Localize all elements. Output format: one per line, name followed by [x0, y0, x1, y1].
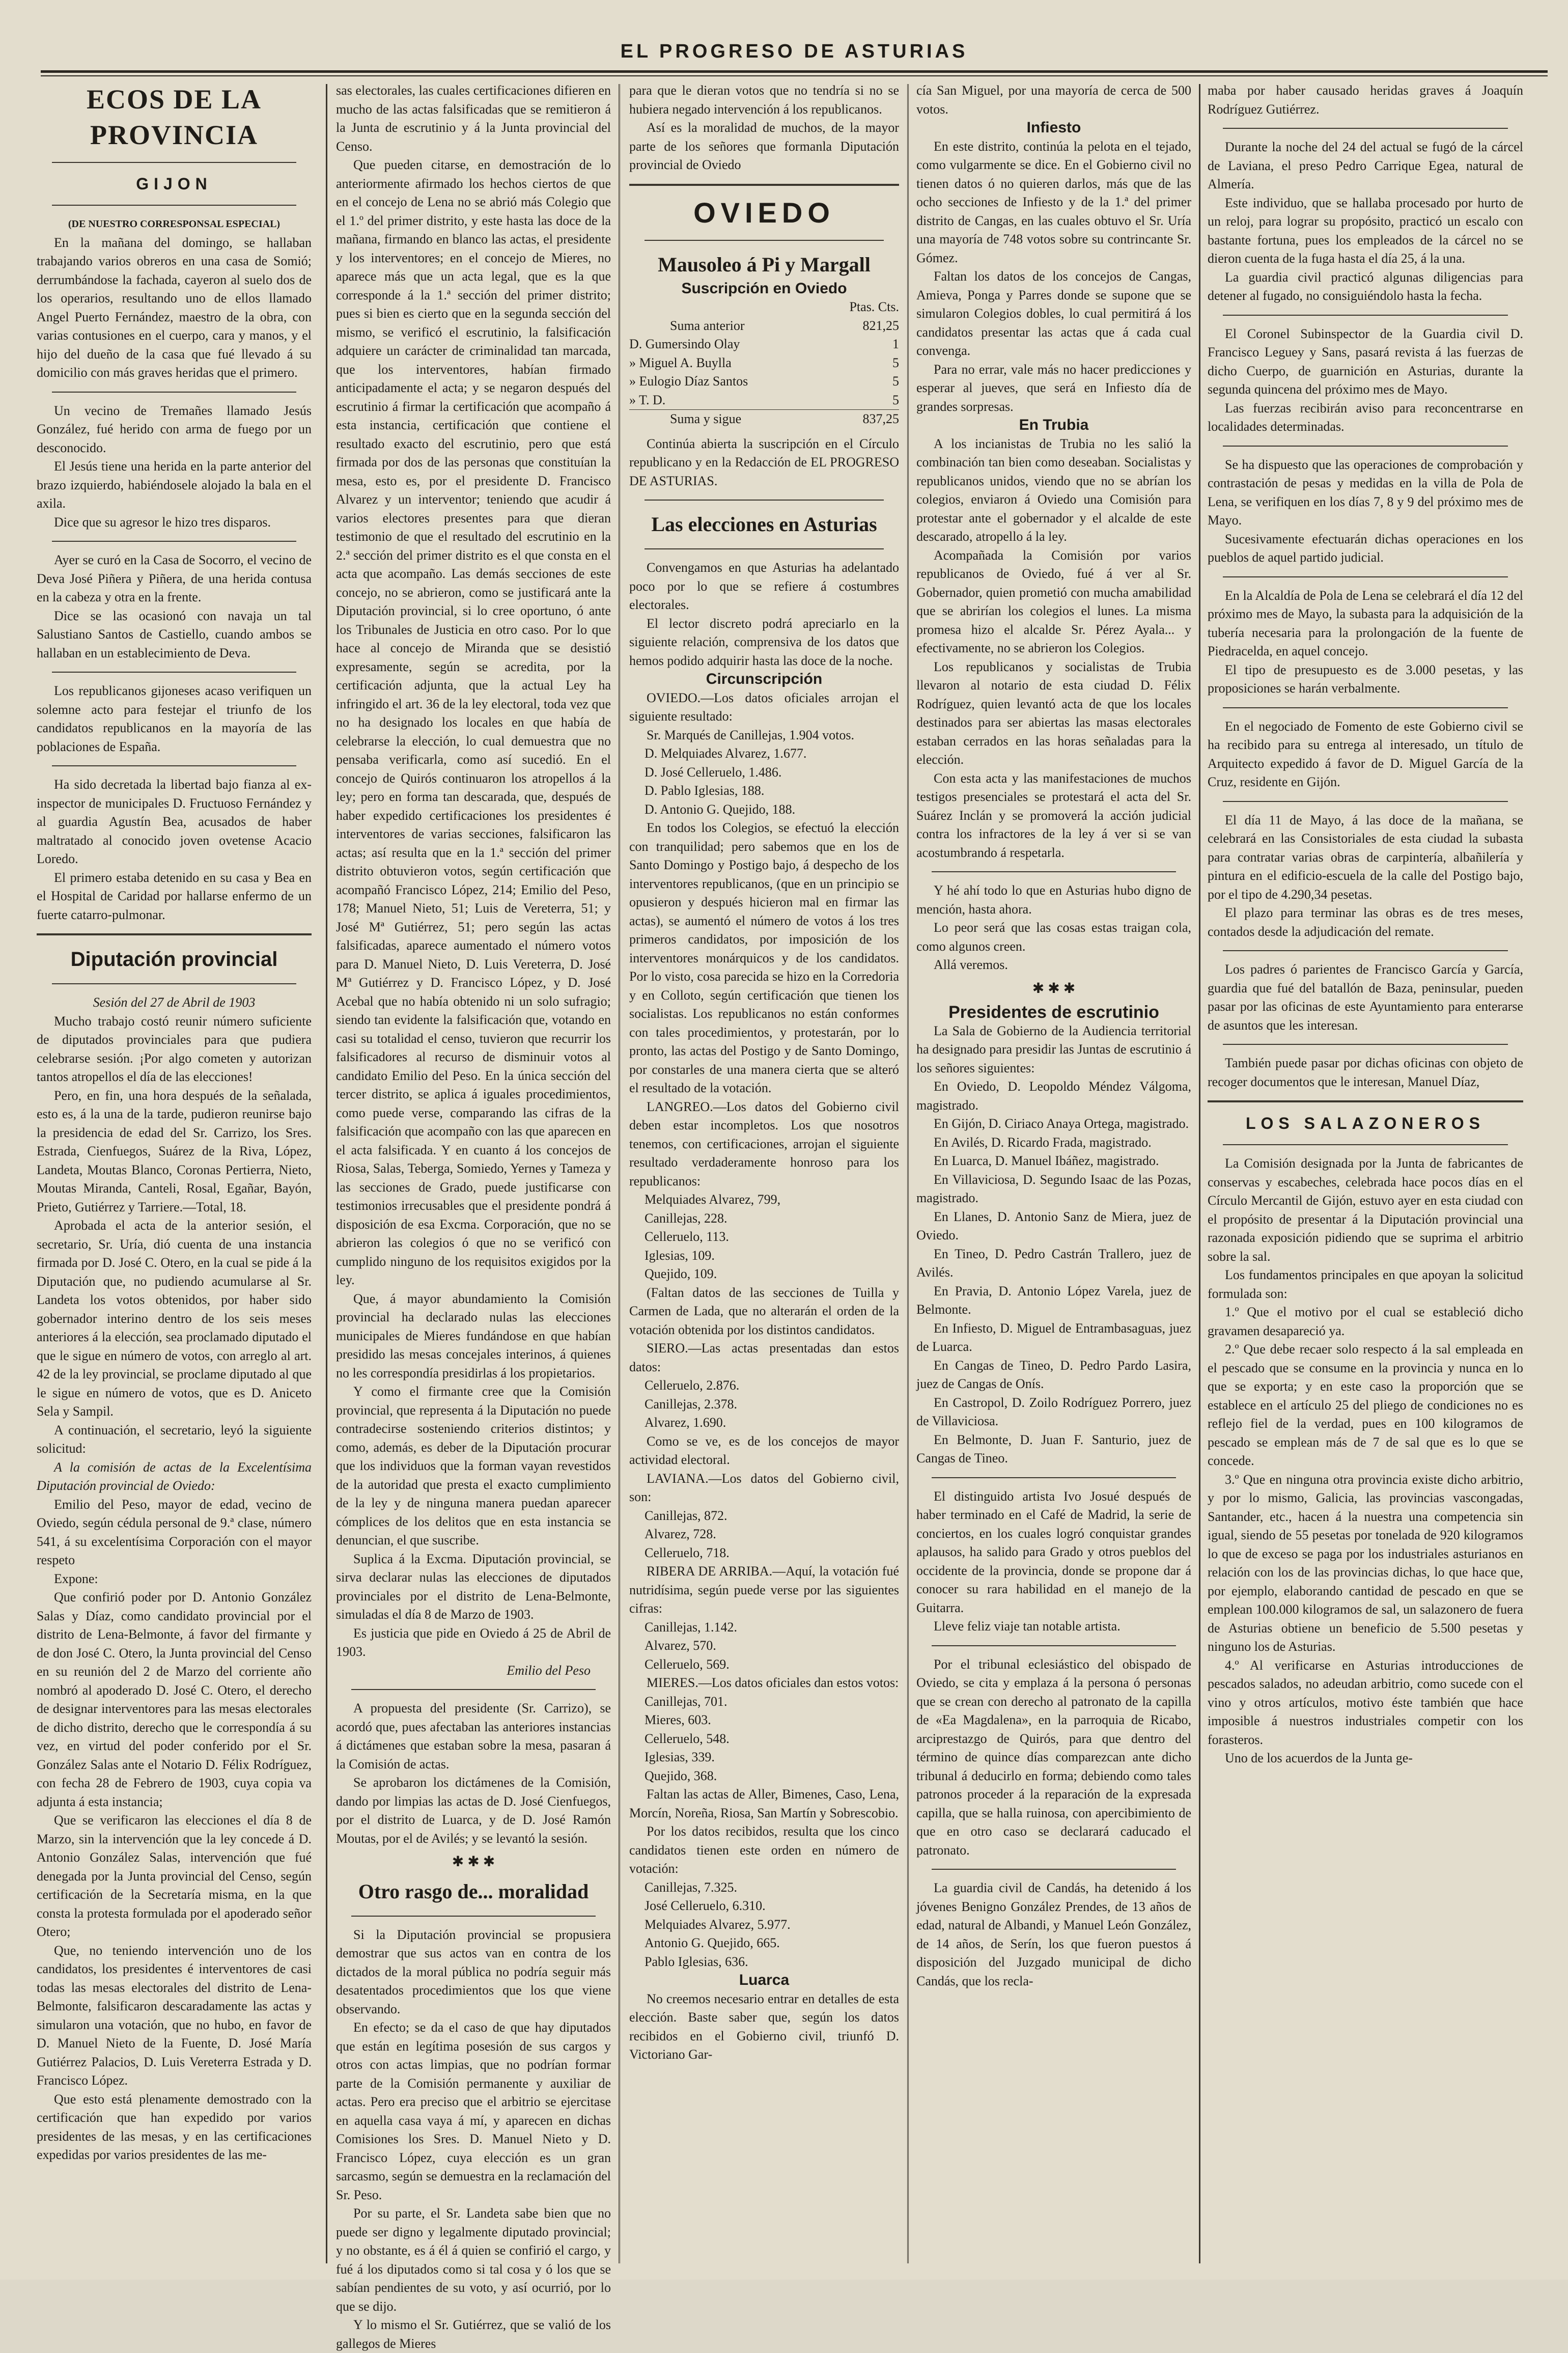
- vote-entry: Canillejas, 701.: [645, 1694, 727, 1709]
- article-paragraph: En todos los Colegios, se efectuó la elección con tranquilidad; pero sabemos que en los de Santo Domingo y Postigo bajo, á despecho de los interventores republicanos, (que en un principio se opusieron y después hicieron mal en firmar las actas), se aumentó el número de votos á los tres primeros candidatos, por imposición de los interventores monárquicos y de los candidatos. Por lo visto, cosa parecida se hizo en la Corredoria y en Colloto, según certificación que tienen los socialistas. Los republicanos no están conformes con tales procedimientos, y protestarán, por lo pronto, las actas del Postigo y de Santo Domingo, por constarles de una manera cierta que se alteró el resultado de la votación.: [629, 820, 899, 1095]
- divider: [52, 162, 296, 163]
- article-paragraph: En Castropol, D. Zoilo Rodríguez Porrero, juez de Villaviciosa.: [916, 1395, 1191, 1428]
- vote-list: [629, 1191, 899, 1284]
- donor-row: [629, 354, 899, 373]
- donor-amount: 5: [892, 374, 899, 389]
- article-paragraph: Que esto está plenamente demostrado con la certificación que han expedido por varios presidentes de las mesas, y en las certificaciones expedidas por varios presidentes de las me-: [37, 2091, 312, 2162]
- column-5: [1208, 81, 1523, 2266]
- divider: [1223, 576, 1508, 577]
- article-paragraph: A los incianistas de Trubia no les salió la combinación tan bien como deseaban. Socialistas y republicanos unidos, viendo que no se abrían los colegios, enviaron á Oviedo una Comisión para protestar ante el gobernador y el alcalde de este descarado, atropello á la ley.: [916, 436, 1191, 544]
- article-paragraph: En Belmonte, D. Juan F. Santurio, juez de Cangas de Tineo.: [916, 1432, 1191, 1465]
- article-paragraph: Dice que su agresor le hizo tres disparos.: [54, 514, 271, 530]
- vote-entry: Alvarez, 570.: [645, 1638, 716, 1653]
- vote-entry: Canillejas, 872.: [645, 1508, 727, 1523]
- vote-list: [629, 1376, 899, 1432]
- vote-entry: D. Melquiades Alvarez, 1.677.: [645, 746, 807, 761]
- article-paragraph: Se ha dispuesto que las operaciones de comprobación y contrastación de pesas y medidas en la villa de Pola de Lena, se verifiquen en los días 7, 8 y 9 del próximo mes de Mayo.: [1208, 457, 1523, 528]
- article-paragraph: En la Alcaldía de Pola de Lena se celebrará el día 12 del próximo mes de Mayo, la subasta para la adquisición de la tubería necesaria para la prolongación de la fuente de Piedracelda, en aquel concejo.: [1208, 588, 1523, 658]
- article-paragraph: No creemos necesario entrar en detalles de esta elección. Baste saber que, según los datos recibidos en el Gobierno civil, triunfó D. Victoriano Gar-: [629, 1991, 899, 2062]
- article-heading: Las elecciones en Asturias: [651, 513, 877, 536]
- article-paragraph: 2.º Que debe recaer solo respecto á la sal empleada en el pescado que se consume en la provincia y nunca en lo que se exporta; y en este caso la proporción que se establece en el artículo 25 del pliego de condiciones no es reflejo fiel de la verdad, pues en 100 kilogramos de pescado se emplean más de 7 de sal que es lo que se concede.: [1208, 1342, 1523, 1468]
- divider: [52, 765, 296, 766]
- vote-list: [629, 1878, 899, 1972]
- article-paragraph: En Oviedo, D. Leopoldo Méndez Válgoma, magistrado.: [916, 1079, 1191, 1113]
- divider: [1223, 801, 1508, 802]
- article-paragraph: para que le dieran votos que no tendría si no se hubiera negado intervención á los republicanos.: [629, 83, 899, 117]
- article-heading: Mausoleo á Pi y Margall: [658, 253, 871, 276]
- masthead: EL PROGRESO DE ASTURIAS: [620, 41, 968, 62]
- article-paragraph: Durante la noche del 24 del actual se fugó de la cárcel de Laviana, el preso Pedro Carrique Egea, natural de Almería.: [1208, 140, 1523, 191]
- vote-entry: D. Antonio G. Quejido, 188.: [645, 801, 796, 817]
- donor-list: [629, 335, 899, 409]
- divider: [52, 983, 296, 984]
- column-divider: [1199, 84, 1200, 2263]
- article-paragraph: Con esta acta y las manifestaciones de muchos testigos presenciales se protestará el acta del Sr. Suárez Inclán y se promoverá la acción judicial contra los infractores de la ley á ver si se van acostumbrando á respetarla.: [916, 770, 1191, 860]
- signature: Emilio del Peso: [507, 1663, 591, 1678]
- column-divider: [619, 84, 623, 2263]
- column-2: [336, 81, 611, 2351]
- article-paragraph: El primero estaba detenido en su casa y Bea en el Hospital de Caridad por hallarse enfermo de un fuerte catarro-pulmonar.: [37, 870, 312, 922]
- column-divider: [907, 84, 912, 2263]
- article-paragraph: Los republicanos y socialistas de Trubia llevaron al notario de esta ciudad D. Félix Rodríguez, quien levantó acta de que los locales destinados para ser abiertas las masas electorales estaban cerrados en las horas señaladas para la elección.: [916, 659, 1191, 767]
- article-paragraph: En la mañana del domingo, se hallaban trabajando varios obreros en una casa de Somió; derrumbándose la fachada, cayeron al suelo dos de los operarios, resultando uno de ellos llamado Angel Puerto Fernández, maestro de la obra, con varias contusiones en el cuerpo, cara y manos, y el hijo del dueño de la casa que fué llevado á su domicilio con más graves heridas que el primero.: [37, 235, 312, 380]
- article-paragraph: La Sala de Gobierno de la Audiencia territorial ha designado para presidir las Juntas de escrutinio á los señores siguientes:: [916, 1023, 1191, 1075]
- donor-row: [629, 372, 899, 391]
- divider: [1223, 1044, 1508, 1045]
- vote-entry: Alvarez, 1.690.: [645, 1415, 726, 1430]
- vote-entry: Melquiades Alvarez, 5.977.: [645, 1917, 791, 1932]
- divider: [932, 871, 1176, 872]
- section-title: ECOS DE LA PROVINCIA: [86, 84, 262, 150]
- article-paragraph: 4.º Al verificarse en Asturias introducciones de pescados salados, no adeudan arbitrio, como sucede con el vino y otros artículos, motivo éste también que hace imposible á nuestros industriales competir con los forasteros.: [1208, 1657, 1523, 1747]
- article-paragraph: Emilio del Peso, mayor de edad, vecino de Oviedo, según cédula personal de 9.ª clase, número 541, á su excelentísima Corporación con el mayor respeto: [37, 1497, 312, 1567]
- article-paragraph: Y lo mismo el Sr. Gutiérrez, que se valió de los gallegos de Mieres: [336, 2317, 611, 2351]
- vote-entry: Celleruelo, 569.: [645, 1656, 730, 1672]
- separator-stars: ✱ ✱ ✱: [452, 1854, 495, 1870]
- article-paragraph: Que, no teniendo intervención uno de los candidatos, los presidentes é interventores de casi todas las mesas electorales del distrito de Lena-Belmonte, falsificaron descaradamente las actas y simularon una votación, que no hubo, en favor de D. Manuel Nieto de la Fuente, D. José María Gutiérrez Palacios, D. Luis Vereterra Estrada y D. Francisco López.: [37, 1943, 312, 2088]
- article-paragraph: Uno de los acuerdos de la Junta ge-: [1225, 1751, 1413, 1765]
- subheading: Circunscripción: [706, 671, 823, 687]
- article-paragraph: Sr. Marqués de Canillejas, 1.904 votos.: [647, 727, 855, 742]
- subheading: Luarca: [739, 1972, 790, 1988]
- article-paragraph: cía San Miguel, por una mayoría de cerca de 500 votos.: [916, 83, 1191, 117]
- article-paragraph: En este distrito, continúa la pelota en el tejado, como vulgarmente se dice. En el Gobierno civil no tienen datos ó no quieren darlos, más que de las ocho secciones de Infiesto y de la 1.ª del primer distrito de Cangas, en las cuales obtuvo el Sr. Uría una mayoría de 748 votos sobre su contrincante Sr. Gómez.: [916, 139, 1191, 265]
- divider: [1223, 707, 1508, 708]
- article-paragraph: Y hé ahí todo lo que en Asturias hubo digno de mención, hasta ahora.: [916, 883, 1191, 917]
- vote-entry: Iglesias, 109.: [645, 1248, 715, 1263]
- article-paragraph: Ha sido decretada la libertad bajo fianza al ex-inspector de municipales D. Fructuoso Fernández y al guardia Agustín Bea, acusados de haber maltratado al conocido joven ovetense Acacio Loredo.: [37, 777, 312, 866]
- article-paragraph: En Cangas de Tineo, D. Pedro Pardo Lasira, juez de Cangas de Onís.: [916, 1358, 1191, 1391]
- article-paragraph: Que confirió poder por D. Antonio González Salas y Díaz, como candidato provincial por el distrito de Lena-Belmonte, á favor del firmante y de don José C. Otero, la Junta provincial del Censo en su reunión del 2 de Marzo del corriente año nombró al apoderado D. José C. Otero, el derecho de designar interventores para las mesas electorales de dicho distrito, derecho que le correspondía á su vez, en virtud del poder conferido por el Sr. González Salas ante el Notario D. Félix Rodríguez, con fecha 28 de Febrero de 1903, cuya copia va adjunta á esta instancia;: [37, 1590, 312, 1809]
- masthead-rule: [41, 70, 1548, 73]
- article-paragraph: El Coronel Subinspector de la Guardia civil D. Francisco Leguey y Sans, pasará revista á las fuerzas de dicho Cuerpo, de guarnición en Asturias, durante la segunda quincena del próximo mes de Mayo.: [1208, 326, 1523, 397]
- article-paragraph: Los republicanos gijoneses acaso verifiquen un solemne acto para festejar el triunfo de los candidatos republicanos en la mayoría de las poblaciones de España.: [37, 683, 312, 754]
- article-paragraph: A propuesta del presidente (Sr. Carrizo), se acordó que, pues afectaban las anteriores instancias á dictámenes que estaban sobre la mesa, pasaran á la Comisión de actas.: [336, 1701, 611, 1771]
- subscription-header-row: [629, 298, 899, 317]
- donor-name: » Eulogio Díaz Santos: [629, 374, 748, 389]
- article-paragraph: RIBERA DE ARRIBA.—Aquí, la votación fué nutridísima, según puede verse por las siguientes cifras:: [629, 1564, 899, 1616]
- article-paragraph: En el negociado de Fomento de este Gobierno civil se ha recibido para su entrega al interesado, un título de Arquitecto expedido á favor de D. Miguel García de la Cruz, residente en Gijón.: [1208, 718, 1523, 789]
- article-paragraph: MIERES.—Los datos oficiales dan estos votos:: [647, 1675, 899, 1690]
- divider: [1223, 315, 1508, 316]
- article-paragraph: Y como el firmante cree que la Comisión provincial, que representa á la Diputación no puede contradecirse sosteniendo criterios distintos; y como, además, es deber de la Diputación procurar que los individuos que la forman vayan revestidos de la autoridad que presta el exacto cumplimiento de la ley y de ninguna manera puedan aparecer cómplices de los delitos que en esta instancia se denuncian, el que suscribe.: [336, 1384, 611, 1547]
- article-paragraph: Lleve feliz viaje tan notable artista.: [934, 1619, 1121, 1634]
- donor-name: » T. D.: [629, 392, 666, 407]
- article-paragraph: La guardia civil practicó algunas diligencias para detener al fugado, no consiguiéndolo hasta la fecha.: [1208, 269, 1523, 303]
- article-paragraph: Faltan los datos de los concejos de Cangas, Amieva, Ponga y Parres donde se supone que se simularon Colegios dobles, lo cual permitirá á los candidatos presentar las actas que á cada cual convenga.: [916, 269, 1191, 358]
- vote-list: [629, 1507, 899, 1563]
- city-heading: GIJON: [136, 175, 212, 193]
- vote-entry: D. Pablo Iglesias, 188.: [645, 783, 765, 798]
- divider: [1223, 446, 1508, 447]
- article-paragraph: LAVIANA.—Los datos del Gobierno civil, son:: [629, 1471, 899, 1504]
- divider: [52, 205, 296, 206]
- vote-entry: Melquiades Alvarez, 799,: [645, 1192, 781, 1207]
- article-paragraph: maba por haber causado heridas graves á Joaquín Rodríguez Gutiérrez.: [1208, 83, 1523, 117]
- article-paragraph: El tipo de presupuesto es de 3.000 pesetas, y las proposiciones se harán verbalmente.: [1208, 662, 1523, 696]
- donor-row: [629, 391, 899, 410]
- article-paragraph: Acompañada la Comisión por varios republicanos de Oviedo, fué á ver al Sr. Gobernador, quien prometió con mucha amabilidad que se abrirían los colegios el lunes. La misma promesa hizo el alcalde Sr. Pérez Ayala... y efectivamente, no se abrieron los Colegios.: [916, 547, 1191, 655]
- divider: [629, 184, 899, 186]
- article-paragraph: Así es la moralidad de muchos, de la mayor parte de los señores que formanla Diputación provincial de Oviedo: [629, 120, 899, 172]
- vote-entry: Canillejas, 2.378.: [645, 1396, 737, 1411]
- byline: (DE NUESTRO CORRESPONSAL ESPECIAL): [68, 218, 281, 230]
- divider: [645, 548, 884, 549]
- article-paragraph: Pero, en fin, una hora después de la señalada, esto es, á la una de la tarde, pudieron reunirse bajo la presidencia de edad del Sr. Carrizo, los Sres. Estrada, Cienfuegos, Suárez de la Riva, López, Landeta, Moutas Blanco, Coronas Pertierra, Nieto, Moutas Miranda, Canteli, Rosal, Egañar, Bayón, Prieto, Gutiérrez y Tarriere.—Total, 18.: [37, 1088, 312, 1214]
- donor-name: D. Gumersindo Olay: [629, 337, 740, 351]
- vote-entry: Canillejas, 7.325.: [645, 1879, 737, 1895]
- vote-entry: Iglesias, 339.: [645, 1750, 715, 1764]
- article-paragraph: Ayer se curó en la Casa de Socorro, el vecino de Deva José Piñera y Piñera, de una herida contusa en la cabeza y otra en la frente.: [37, 552, 312, 604]
- divider: [52, 392, 296, 393]
- vote-entry: D. José Celleruelo, 1.486.: [645, 764, 782, 780]
- article-paragraph: OVIEDO.—Los datos oficiales arrojan el siguiente resultado:: [629, 690, 899, 724]
- divider: [37, 933, 312, 935]
- divider: [1223, 1144, 1508, 1145]
- divider: [932, 1477, 1176, 1478]
- vote-entry: Mieres, 603.: [645, 1712, 711, 1727]
- article-paragraph: Un vecino de Tremañes llamado Jesús González, fué herido con arma de fuego por un desconocido.: [37, 403, 312, 455]
- article-paragraph: A continuación, el secretario, leyó la siguiente solicitud:: [37, 1422, 312, 1456]
- article-paragraph: Por el tribunal eclesiástico del obispado de Oviedo, se cita y emplaza á la persona ó personas que se crean con derecho al patronato de la capilla de «Ea Magdalena», en la parroquia de Ricabo, arciprestazgo de Quirós, para que dentro del término de quince días comparezcan ante dicho tribunal á deducirlo en forma; debiendo como tales patronos proceder á la reparación de la expresada capilla, que se halla ruinosa, con apercibimiento de que en otro caso se declarará caducado el patronato.: [916, 1656, 1191, 1858]
- divider: [1223, 128, 1508, 129]
- article-paragraph: En Tineo, D. Pedro Castrán Trallero, juez de Avilés.: [916, 1246, 1191, 1280]
- article-paragraph: Suplica á la Excma. Diputación provincial, se sirva declarar nulas las elecciones de diputados provinciales por el distrito de Lena-Belmonte, simuladas el día 8 de Marzo de 1903.: [336, 1551, 611, 1622]
- article-paragraph: En Infiesto, D. Miguel de Entrambasaguas, juez de Luarca.: [916, 1320, 1191, 1354]
- article-paragraph: A la comisión de actas de la Excelentísima Diputación provincial de Oviedo:: [37, 1459, 312, 1493]
- article-paragraph: Si la Diputación provincial se propusiera demostrar que sus actos van en contra de los dictados de la moral pública no podría seguir más desatentados procedimientos que los que viene observando.: [336, 1927, 611, 2016]
- article-paragraph: El plazo para terminar las obras es de tres meses, contados desde la adjudicación del remate.: [1208, 905, 1523, 939]
- column-1: [37, 81, 312, 2266]
- article-paragraph: El lector discreto podrá apreciarlo en la siguiente relación, comprensiva de los datos que hemos podido adquirir hasta las doce de la noche.: [629, 616, 899, 668]
- article-paragraph: Convengamos en que Asturias ha adelantado poco por lo que se refiere á costumbres electorales.: [629, 560, 899, 612]
- divider: [645, 240, 884, 241]
- article-paragraph: En Gijón, D. Ciriaco Anaya Ortega, magistrado.: [934, 1116, 1189, 1131]
- donor-amount: 1: [892, 337, 899, 351]
- article-heading: LOS SALAZONEROS: [1245, 1114, 1485, 1132]
- article-paragraph: sas electorales, las cuales certificaciones difieren en mucho de las actas falsificadas que se remitieron á la Junta de escrutinio y á la Junta provincial del Censo.: [336, 83, 611, 154]
- vote-entry: Pablo Iglesias, 636.: [645, 1954, 748, 1969]
- article-paragraph: La Comisión designada por la Junta de fabricantes de conservas y escabeches, celebrada hace pocos días en el Círculo Mercantil de Gijón, estuvo ayer en esta ciudad con el propósito de presentar á la Diputación provincial una razonada exposición pidiendo que se suprima el arbitrio sobre la sal.: [1208, 1156, 1523, 1264]
- article-paragraph: En Luarca, D. Manuel Ibáñez, magistrado.: [934, 1153, 1159, 1168]
- separator-stars: ✱ ✱ ✱: [1032, 980, 1076, 996]
- article-paragraph: Aprobada el acta de la anterior sesión, el secretario, Sr. Uría, dió cuenta de una instancia firmada por D. José C. Otero, en la cual se pide á la Diputación que, no pudiendo acumularse al Sr. Landeta los votos obtenidos, por haber sido gobernador interino dentro de los seis meses anteriores á la elección, sea proclamado diputado el que le sigue en número de votos, con arreglo al art. 42 de la ley provincial, se proclame diputado al que le sigue en número de votos, que es D. Aniceto Sela y Sampil.: [37, 1218, 312, 1419]
- article-paragraph: Que, á mayor abundamiento la Comisión provincial ha declarado nulas las elecciones municipales de Mieres fundándose en que habían presidido las mesas concejales interinos, á quienes no les correspondía presidirlas á los propietarios.: [336, 1291, 611, 1380]
- ptas-header: Ptas. Cts.: [849, 299, 899, 314]
- article-paragraph: En Villaviciosa, D. Segundo Isaac de las Pozas, magistrado.: [916, 1172, 1191, 1205]
- vote-entry: José Celleruelo, 6.310.: [645, 1898, 766, 1913]
- divider: [351, 1689, 596, 1690]
- article-paragraph: Sucesivamente efectuarán dichas operaciones en los pueblos de aquel partido judicial.: [1208, 531, 1523, 565]
- article-paragraph: Como se ve, es de los concejos de mayor actividad electoral.: [629, 1433, 899, 1467]
- article-paragraph: En Llanes, D. Antonio Sanz de Miera, juez de Oviedo.: [916, 1209, 1191, 1242]
- article-paragraph: 1.º Que el motivo por el cual se estableció dicho gravamen desapareció ya.: [1208, 1305, 1523, 1338]
- divider: [1208, 1100, 1523, 1102]
- article-paragraph: La guardia civil de Candás, ha detenido á los jóvenes Benigno González Prendes, de 13 años de edad, natural de Albandi, y Manuel León González, de 14 años, de Serín, los que fueron puestos á disposición del Juzgado municipal de dicho Candás, que los recla-: [916, 1880, 1191, 1988]
- article-paragraph: El Jesús tiene una herida en la parte anterior del brazo izquierdo, habiéndosele alojado la bala en el axila.: [37, 459, 312, 511]
- divider: [932, 1645, 1176, 1646]
- divider: [645, 500, 884, 501]
- article-heading: Diputación provincial: [70, 948, 278, 971]
- article-paragraph: Es justicia que pide en Oviedo á 25 de Abril de 1903.: [336, 1625, 611, 1659]
- vote-entry: Celleruelo, 718.: [645, 1545, 730, 1560]
- vote-entry: Alvarez, 728.: [645, 1527, 716, 1541]
- article-paragraph: Continúa abierta la suscripción en el Círculo republicano y en la Redacción de EL PROGRESO DE ASTURIAS.: [629, 436, 899, 488]
- donor-row: [629, 335, 899, 354]
- subheading: Infiesto: [1026, 119, 1081, 136]
- donor-name: » Miguel A. Buylla: [629, 355, 732, 370]
- article-paragraph: En efecto; se da el caso de que hay diputados que están en legítima posesión de sus cargos y otros con actas limpias, que no podrían formar parte de la Comisión permanente y auxiliar de actas. Pero era preciso que el arbitrio se ejercitase en aquella casa vaya á mí, y aparecen en dichas Comisiones los Sres. D. Manuel Nieto y D. Francisco López, cuya elección es un gran sarcasmo, según se demuestra en la reclamación del Sr. Peso.: [336, 2020, 611, 2202]
- article-paragraph: Se aprobaron los dictámenes de la Comisión, dando por limpias las actas de D. José Cienfuegos, por el distrito de Luarca, y de D. José Ramón Moutas, por el de Avilés; y se levantó la sesión.: [336, 1775, 611, 1846]
- article-paragraph: En Pravia, D. Antonio López Varela, juez de Belmonte.: [916, 1283, 1191, 1317]
- column-divider: [326, 84, 327, 2263]
- vote-list: [629, 1693, 899, 1786]
- divider: [52, 541, 296, 542]
- article-paragraph: Mucho trabajo costó reunir número suficiente de diputados provinciales para que pudiera celebrarse sesión. ¡Por algo cometen y autorizan tantos atropellos el día de las elecciones!: [37, 1013, 312, 1084]
- session-date: Sesión del 27 de Abril de 1903: [93, 995, 256, 1010]
- donor-amount: 5: [892, 392, 899, 407]
- article-paragraph: SIERO.—Las actas presentadas dan estos datos:: [629, 1341, 899, 1374]
- article-paragraph: Que pueden citarse, en demostración de lo anteriormente afirmado los hechos ciertos de que en el concejo de Lena no se abrió más Colegio que el 1.º del primer distrito, y este hasta las doce de la mañana, firmando en blanco las actas, el presidente y los interventores; en el concejo de Mieres, no aparece más que un acta legal, que es la que corresponde á la 1.ª sección del primer distrito; pues si bien es cierto que en la segunda sección del mismo, se verificó el escrutinio, la falsificación adquiere un carácter de criminalidad tan marcada, que los interventores, habían firmado anticipadamente el acta; y se negaron después del escrutinio á firmar la certificación que acompaño á esta instancia, certificación que contiene el resultado exacto del escrutinio, pero que está firmada por dos de las personas que constituían la mesa, esto es, por el presidente D. Francisco Alvarez y un interventor; teniendo que acudir á varios electores presentes para que dieran testimonio de que el resultado del escrutinio en la 2.ª sección del primer distrito es el que consta en el acta que acompaño. Las demás secciones de este concejo, no se abrieron, como se justificará ante la Diputación provincial, si lo cree oportuno, ó ante los Tribunales de Justicia en otro caso. Por lo que hace al concejo de Miranda que se desistió expresamente, según se acredita, por la certificación adjunta, que la actual Ley ha infringido el art. 36 de la ley electoral, toda vez que no ha designado los locales en que había de celebrarse la elección, lo cual demuestra que no pensaba verificarla, como así sucedió. En el concejo de Quirós continuaron los atropellos á la ley; pero en forma tan descarada, que, después de haber expedido certificaciones los presidentes é interventores de varias secciones, falsificaron las actas; así resulta que en la 1.ª sección del primer distrito obtuvieron votos, según certificación que acompañó Francisco López, 214; Emilio del Peso, 178; Manuel Nieto, 51; Luis de Vereterra, 51; y José Mª Gutiérrez, 51; pero según las actas falsificadas, aparece aumentado el número votos para D. Manuel Nieto, D. Luis Vereterra, D. José Mª Gutiérrez y D. Francisco López, y D. José Acebal que no había obtenido ni un solo sufragio; siendo tan evidente la falsificación que, votando en casi su totalidad el censo, tuvieron que recurrir los falsificadores al recurso de disminuir votos al candidato Emilio del Peso. En la única sección del tercer distrito, se aplica á iguales procedimientos, como puede verse, comparando las cifras de la falsificación que acompaño con las que aparecen en el acta falsificada. Y en cuanto á los concejos de Riosa, Salas, Teberga, Somiedo, Yernes y Tameza y las secciones de Grado, puede justificarse con testimonios irrecusables que el presidente pondrá á disposición de esa Excma. Corporación, que no se abrieron las colegios ó que no se verificó con cumplido ninguno de los requisitos exigidos por la ley.: [336, 157, 611, 1287]
- article-paragraph: Que se verificaron las elecciones el día 8 de Marzo, sin la intervención que la ley concede á D. Antonio González Salas, intervención que fué denegada por la Junta provincial del Censo, según certificación de la Secretaría misma, en la que consta la protesta formulada por el apoderado señor Otero;: [37, 1813, 312, 1939]
- vote-entry: Quejido, 368.: [645, 1768, 717, 1783]
- subheading: En Trubia: [1019, 417, 1089, 433]
- article-paragraph: (Faltan datos de las secciones de Tuilla y Carmen de Lada, que no alterarán el orden de la votación obtenida por los distintos candidatos.: [629, 1285, 899, 1337]
- article-paragraph: Para no errar, vale más no hacer predicciones y esperar al jueves, que será en Infiesto día de grandes sorpresas.: [916, 362, 1191, 414]
- article-paragraph: Expone:: [54, 1571, 98, 1586]
- vote-entry: Antonio G. Quejido, 665.: [645, 1935, 780, 1950]
- article-heading: Presidentes de escrutinio: [948, 1003, 1159, 1022]
- vote-list: [629, 1618, 899, 1674]
- article-paragraph: LANGREO.—Los datos del Gobierno civil deben estar incompletos. Los que nosotros tenemos, con certificaciones, arrojan el siguiente resultado verdaderamente honroso para los republicanos:: [629, 1099, 899, 1188]
- article-paragraph: Las fuerzas recibirán aviso para reconcentrarse en localidades determinadas.: [1208, 400, 1523, 434]
- subscription-row: Suma anterior 821,25: [670, 318, 899, 333]
- donor-amount: 5: [892, 355, 899, 370]
- vote-entry: Celleruelo, 113.: [645, 1229, 729, 1244]
- article-paragraph: Allá veremos.: [934, 957, 1008, 972]
- article-paragraph: Faltan las actas de Aller, Bimenes, Caso, Lena, Morcín, Noreña, Riosa, San Martín y Sobrescobio.: [629, 1787, 899, 1820]
- vote-entry: Canillejas, 228.: [645, 1210, 727, 1226]
- article-paragraph: Dice se las ocasionó con navaja un tal Salustiano Santos de Castiello, cuando ambos se hallaban en un establecimiento de Deva.: [37, 608, 312, 660]
- vote-entry: Celleruelo, 2.876.: [645, 1378, 740, 1393]
- article-paragraph: Lo peor será que las cosas estas traigan cola, como algunos creen.: [916, 920, 1191, 954]
- article-paragraph: Este individuo, que se hallaba procesado por hurto de un reloj, para lograr su propósito, practicó un escalo con bastante fortuna, pues los empleados de la cárcel no se dieron cuenta de la fuga hasta el día 25, á la una.: [1208, 195, 1523, 266]
- article-paragraph: También puede pasar por dichas oficinas con objeto de recoger documentos que le interesan, Manuel Díaz,: [1208, 1056, 1523, 1089]
- column-3: [629, 81, 899, 2266]
- article-paragraph: Por su parte, el Sr. Landeta sabe bien que no puede ser digno y legalmente diputado provincial; y no obstante, es á él á quien se confirió el cargo, y fué á los diputados como si tal cosa y ó los que se sabían pendientes de su voto, y así ocurrió, por lo que se dijo.: [336, 2206, 611, 2314]
- article-paragraph: El día 11 de Mayo, á las doce de la mañana, se celebrará en las Consistoriales de esta ciudad la subasta para contratar varias obras de carpintería, albañilería y pintura en el edificio-escuela de la calle del Postigo bajo, por el tipo de 4.290,34 pesetas.: [1208, 812, 1523, 902]
- masthead-rule-thin: [41, 75, 1548, 76]
- vote-entry: Canillejas, 1.142.: [645, 1619, 737, 1635]
- city-heading: OVIEDO: [693, 196, 835, 229]
- divider: [351, 1916, 596, 1917]
- subheading: Suscripción en Oviedo: [681, 280, 847, 297]
- divider: [1223, 950, 1508, 951]
- article-paragraph: Los fundamentos principales en que apoyan la solicitud formulada son:: [1208, 1267, 1523, 1301]
- subscription-total-row: Suma y sigue 837,25: [629, 409, 899, 429]
- article-paragraph: El distinguido artista Ivo Josué después de haber terminado en el Café de Madrid, la serie de conciertos, en los cuales logró conquistar grandes aplausos, ha salido para Grado y otros pueblos del occidente de la provincia, donde se propone dar á conocer su rara habilidad en el manejo de la Guitarra.: [916, 1488, 1191, 1615]
- column-4: [916, 81, 1191, 2266]
- vote-entry: Quejido, 109.: [645, 1266, 717, 1281]
- vote-entry: Celleruelo, 548.: [645, 1731, 730, 1746]
- divider: [52, 672, 296, 673]
- article-heading: Otro rasgo de... moralidad: [358, 1879, 589, 1903]
- article-paragraph: Por los datos recibidos, resulta que los cinco candidatos tienen este orden en número de votación:: [629, 1824, 899, 1876]
- vote-list: [629, 744, 899, 819]
- article-paragraph: Los padres ó parientes de Francisco García y García, guardia que fué del batallón de Baza, peninsular, pueden pasar por las oficinas de este Ayuntamiento para enterarse de asuntos que les interesan.: [1208, 962, 1523, 1033]
- divider: [932, 1869, 1176, 1870]
- article-paragraph: En Avilés, D. Ricardo Frada, magistrado.: [934, 1134, 1152, 1150]
- article-paragraph: 3.º Que en ninguna otra provincia existe dicho arbitrio, y por lo mismo, Galicia, las provincias vascongadas, Santander, etc., hacen á la nuestra una competencia sin igual, siendo de 55 pesetas por tonelada de 920 kilogramos lo que de exceso se paga por los industriales asturianos en relación con los de las provincias dichas, lo que hace que, por ejemplo, elaborando cantidad de pescado en que se emplean 100.000 kilogramos de sal, un salazonero de fuera de Asturias obtiene un beneficio de 5.500 pesetas y ninguno los de Asturias.: [1208, 1472, 1523, 1654]
